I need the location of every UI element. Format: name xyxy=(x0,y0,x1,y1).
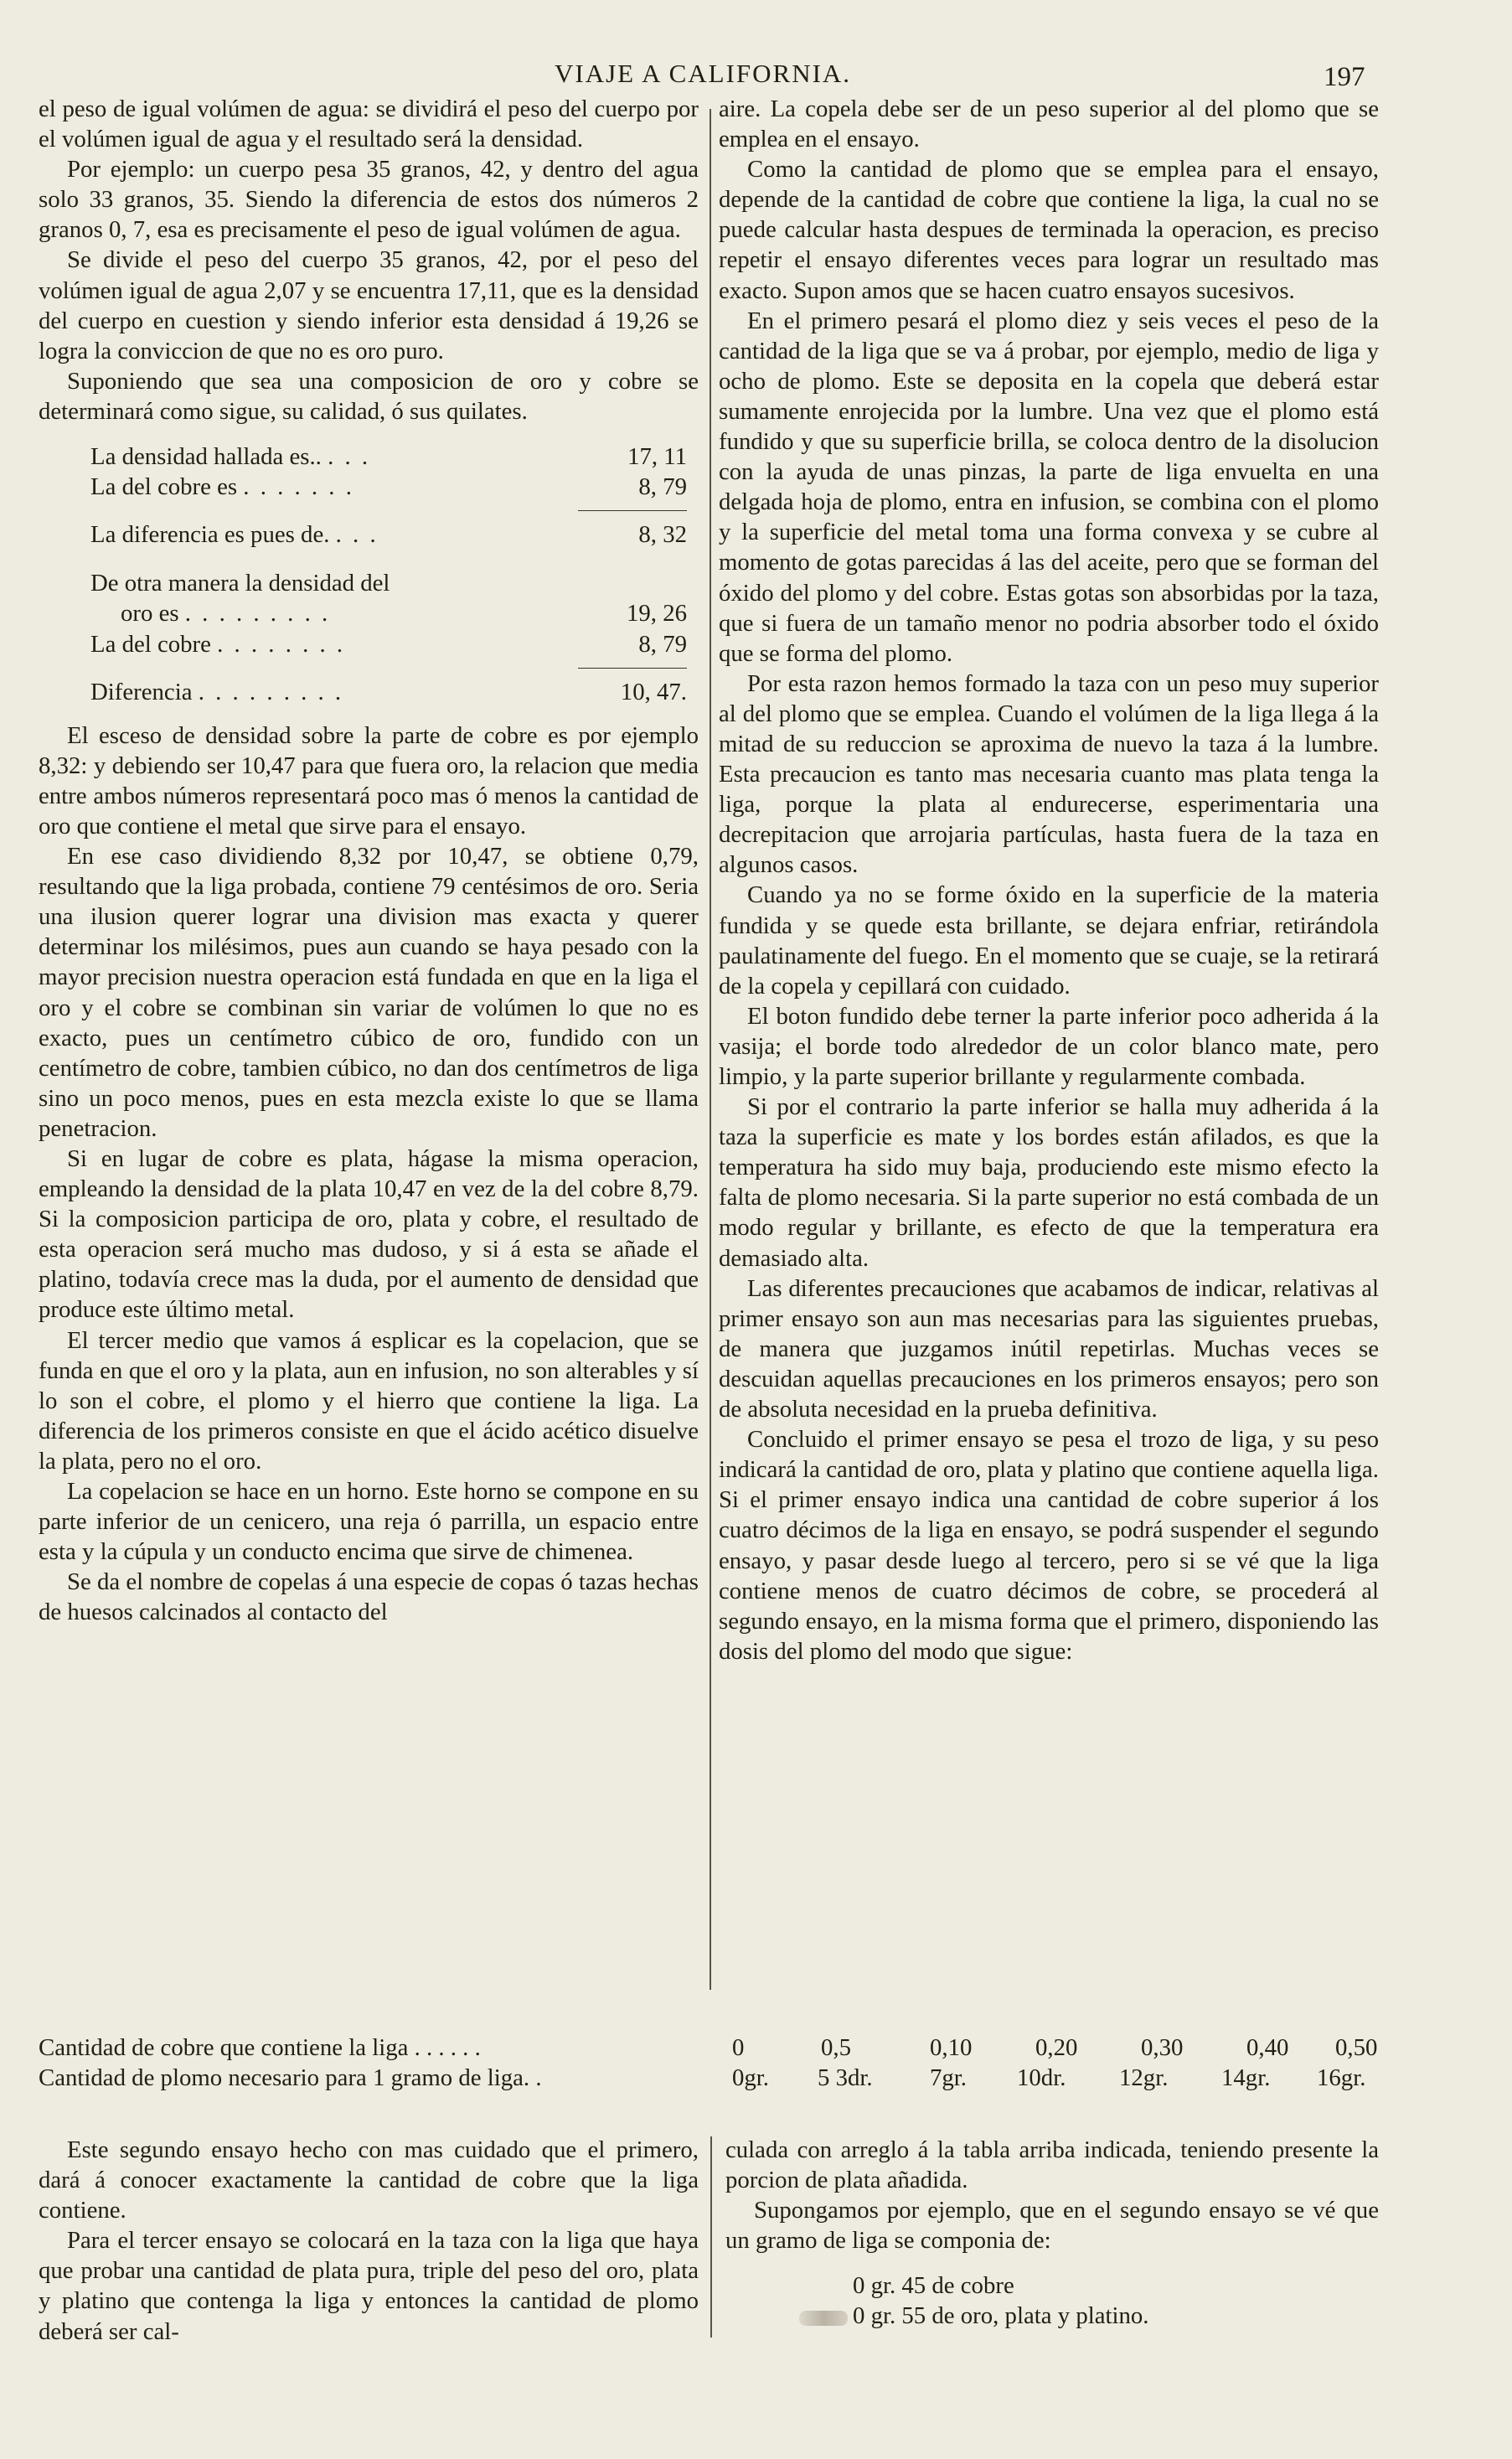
paragraph: El boton fundido debe terner la parte inferior poco adherida á la vasija; el borde todo alrededor de un color blanco mate, pero limpio, y la parte superior brillante y regularmente combada. xyxy=(719,1002,1379,1090)
table-cell: 0 xyxy=(732,2034,745,2061)
calc-row: La diferencia es pues de. . . . 8, 32 xyxy=(39,519,699,550)
table-cell: 0,40 xyxy=(1246,2034,1289,2061)
bottom-left-column xyxy=(39,2135,699,2347)
calc-row: La del cobre . . . . . . . . 8, 79 xyxy=(39,629,699,659)
paragraph: Se divide el peso del cuerpo 35 granos, 42, por el peso del volúmen igual de agua 2,07 y se encuentra 17,11, que es la densidad del cuerpo en cuestion y siendo inferior esta densidad á 19,26 se logra la conviccion de que no es oro puro. xyxy=(39,246,699,364)
paragraph: Si por el contrario la parte inferior se halla muy adherida á la taza la superficie es mate y los bordes están afilados, es que la temperatura ha sido muy baja, produciendo este mismo efecto la falta de plomo necesaria. Si la parte superior no está combada de un modo regular y brillante, es efecto de que la temperatura era demasiado alta. xyxy=(719,1093,1379,1272)
lead-quantity-table xyxy=(39,2033,1379,2093)
table-cell: 10dr. xyxy=(1017,2064,1066,2091)
paragraph: Por esta razon hemos formado la taza con un peso muy superior al del plomo que se emplea. Cuando el volúmen de la liga llega á la mitad de su reduccion se aproxima de nuevo la taza á la lumbre. Esta precaucion es tanto mas necesaria cuanto mas plata tenga la liga, porque la plata al endurecerse, esperimentaria una decrepitacion que arrojaria partículas, hasta fuera de la taza en algunos casos. xyxy=(719,669,1379,879)
table-cell: 0,50 xyxy=(1335,2034,1378,2061)
calc-row: oro es . . . . . . . . . 19, 26 xyxy=(39,598,699,628)
table-cell: 16gr. xyxy=(1317,2064,1366,2091)
table-cell: 5 3dr. xyxy=(818,2064,873,2091)
paragraph: Suponiendo que sea una composicion de oro y cobre se determinará como sigue, su calidad, ó sus quilates. xyxy=(39,367,699,425)
calc-value: 10, 47. xyxy=(620,678,687,705)
ink-smudge xyxy=(799,2311,848,2326)
paragraph: Este segundo ensayo hecho con mas cuidado que el primero, dará á conocer exactamente la cantidad de cobre que la liga contiene. xyxy=(39,2136,699,2224)
density-calculation xyxy=(39,442,699,707)
table-cell: 0,5 xyxy=(821,2034,851,2061)
alloy-composition-line: 0 gr. 45 de cobre xyxy=(853,2272,1014,2300)
table-cell: 0,10 xyxy=(930,2034,973,2061)
calc-value: 8, 79 xyxy=(638,630,687,658)
column-rule xyxy=(710,109,711,1990)
bottom-right-column xyxy=(725,2135,1379,2332)
table-cell: 14gr. xyxy=(1221,2064,1271,2091)
table-cell: 0,20 xyxy=(1035,2034,1078,2061)
calc-value: 19, 26 xyxy=(627,600,687,628)
table-cell: 12gr. xyxy=(1119,2064,1169,2091)
paragraph: En el primero pesará el plomo diez y seis veces el peso de la cantidad de la liga que se va á probar, por ejemplo, medio de liga y ocho de plomo. Este se deposita en la copela que deberá estar sumamente enrojecida por la lumbre. Una vez que el plomo está fundido y que su superficie brilla, se coloca dentro de la disolucion con la ayuda de unas pinzas, la parte de liga envuelta en una delgada hoja de plomo, entra en infusion, se combina con el plomo y la superficie del metal toma una forma convexa y se cubre al momento de gotas parecidas á las del aceite, pero que se forman del óxido del plomo y del cobre. Estas gotas son absorbidas por la taza, que si fuera de un tamaño menor no podria absorber todo el óxido que se forma del plomo. xyxy=(719,307,1379,667)
calc-row: Diferencia . . . . . . . . . 10, 47. xyxy=(39,677,699,707)
paragraph: Concluido el primer ensayo se pesa el trozo de liga, y su peso indicará la cantidad de oro, plata y platino que contiene aquella liga. Si el primer ensayo indica una cantidad de cobre superior á los cuatro décimos de la liga en ensayo, se podrá suspender el segundo ensayo, y pasar desde luego al tercero, pero si se vé que la liga contiene menos de cuatro décimos de cobre, se procederá al segundo ensayo, en la misma forma que el primero, disponiendo las dosis del plomo del modo que sigue: xyxy=(719,1426,1379,1665)
paragraph: En ese caso dividiendo 8,32 por 10,47, se obtiene 0,79, resultando que la liga probada, contiene 79 centésimos de oro. Seria una ilusion querer lograr una division mas exacta y querer determinar los milésimos, pues aun cuando se haya pesado con la mayor precision nuestra operacion está fundada en que en la liga el oro y el cobre se combinan sin variar de volúmen lo que no es exacto, pues un centímetro cúbico de oro, fundido con un centímetro de cobre, tambien cúbico, no dan dos centímetros de liga sino un poco menos, pues en esta mezcla existe lo que se llama penetracion. xyxy=(39,843,699,1142)
paragraph: Se da el nombre de copelas á una especie de copas ó tazas hechas de huesos calcinados al contacto del xyxy=(39,1568,699,1626)
column-rule-lower xyxy=(710,2136,712,2338)
paragraph: culada con arreglo á la tabla arriba indicada, teniendo presente la porcion de plata añadida. xyxy=(725,2136,1379,2194)
table-row: Cantidad de plomo necesario para 1 gramo de liga. . 0gr. 5 3dr. 7gr. 10dr. 12gr. 14gr. 16gr. xyxy=(39,2064,1366,2091)
running-title: VIAJE A CALIFORNIA. xyxy=(555,59,852,88)
paragraph: Supongamos por ejemplo, que en el segundo ensayo se vé que un gramo de liga se componia de: xyxy=(725,2197,1379,2255)
table-cell: 7gr. xyxy=(930,2064,967,2091)
paragraph: el peso de igual volúmen de agua: se dividirá el peso del cuerpo por el volúmen igual de agua y el resultado será la densidad. xyxy=(39,96,699,153)
paragraph: El esceso de densidad sobre la parte de cobre es por ejemplo 8,32: y debiendo ser 10,47 para que fuera oro, la relacion que media entre ambos números representará poco mas ó menos la cantidad de oro que contiene el metal que sirve para el ensayo. xyxy=(39,721,699,839)
paragraph: Por ejemplo: un cuerpo pesa 35 granos, 42, y dentro del agua solo 33 granos, 35. Siendo la diferencia de estos dos números 2 granos 0, 7, esa es precisamente el peso de igual volúmen de agua. xyxy=(39,156,699,244)
paragraph: Las diferentes precauciones que acabamos de indicar, relativas al primer ensayo son aun mas necesarias para las siguientes pruebas, de manera que juzgamos inútil repetirlas. Muchas veces se descuidan aquellas precauciones en los primeros ensayos; pero son de absoluta necesidad en la prueba definitiva. xyxy=(719,1274,1379,1423)
calc-row: La del cobre es . . . . . . . 8, 79 xyxy=(39,472,699,502)
table-row: Cantidad de cobre que contiene la liga . . . . . . 0 0,5 0,10 0,20 0,30 0,40 0,50 xyxy=(39,2034,1378,2061)
paragraph: aire. La copela debe ser de un peso superior al del plomo que se emplea en el ensayo. xyxy=(719,96,1379,153)
table-cell: 0,30 xyxy=(1141,2034,1184,2061)
left-column xyxy=(39,94,699,1628)
alloy-composition-line: 0 gr. 55 de oro, plata y platino. xyxy=(725,2301,1379,2331)
paragraph: Como la cantidad de plomo que se emplea para el ensayo, depende de la cantidad de cobre que contiene la liga, la cual no se puede calcular hasta despues de terminada la operacion, es preciso repetir el ensayo diferentes veces para lograr un resultado mas exacto. Supon amos que se hacen cuatro ensayos sucesivos. xyxy=(719,156,1379,304)
calc-row: La densidad hallada es.. . . . 17, 11 xyxy=(39,442,699,472)
page-number: 197 xyxy=(1324,62,1365,92)
sum-rule xyxy=(578,668,687,669)
table-cell: 0gr. xyxy=(732,2064,769,2091)
paragraph: La copelacion se hace en un horno. Este horno se compone en su parte inferior de un cenicero, una reja ó parrilla, un espacio entre esta y la cúpula y un conducto encima que sirve de chimenea. xyxy=(39,1478,699,1566)
paragraph: Si en lugar de cobre es plata, hágase la misma operacion, empleando la densidad de la plata 10,47 en vez de la del cobre 8,79. Si la composicion participa de oro, plata y cobre, el resultado de esta operacion será mucho mas dudoso, y si á esta se añade el platino, todavía crece mas la duda, por el aumento de densidad que produce este último metal. xyxy=(39,1145,699,1324)
calc-row: De otra manera la densidad del xyxy=(90,570,390,597)
calc-value: 17, 11 xyxy=(627,443,687,471)
paragraph: Cuando ya no se forme óxido en la superficie de la materia fundida y se quede esta brillante, se dejara enfriar, retirándola paulatinamente del fuego. En el momento que se cuaje, se la retirará de la copela y cepillará con cuidado. xyxy=(719,881,1379,1000)
right-column xyxy=(719,94,1379,1666)
calc-value: 8, 32 xyxy=(638,521,687,549)
calc-value: 8, 79 xyxy=(638,473,687,501)
paragraph: El tercer medio que vamos á esplicar es la copelacion, que se funda en que el oro y la plata, aun en infusion, no son alterables y sí lo son el cobre, el plomo y el hierro que contiene la liga. La diferencia de los primeros consiste en que el ácido acético disuelve la plata, pero no el oro. xyxy=(39,1326,699,1475)
sum-rule xyxy=(578,510,687,511)
paragraph: Para el tercer ensayo se colocará en la taza con la liga que haya que probar una cantidad de plata pura, triple del peso del oro, plata y platino que contenga la liga y entonces la cantidad de plomo deberá ser cal- xyxy=(39,2227,699,2345)
